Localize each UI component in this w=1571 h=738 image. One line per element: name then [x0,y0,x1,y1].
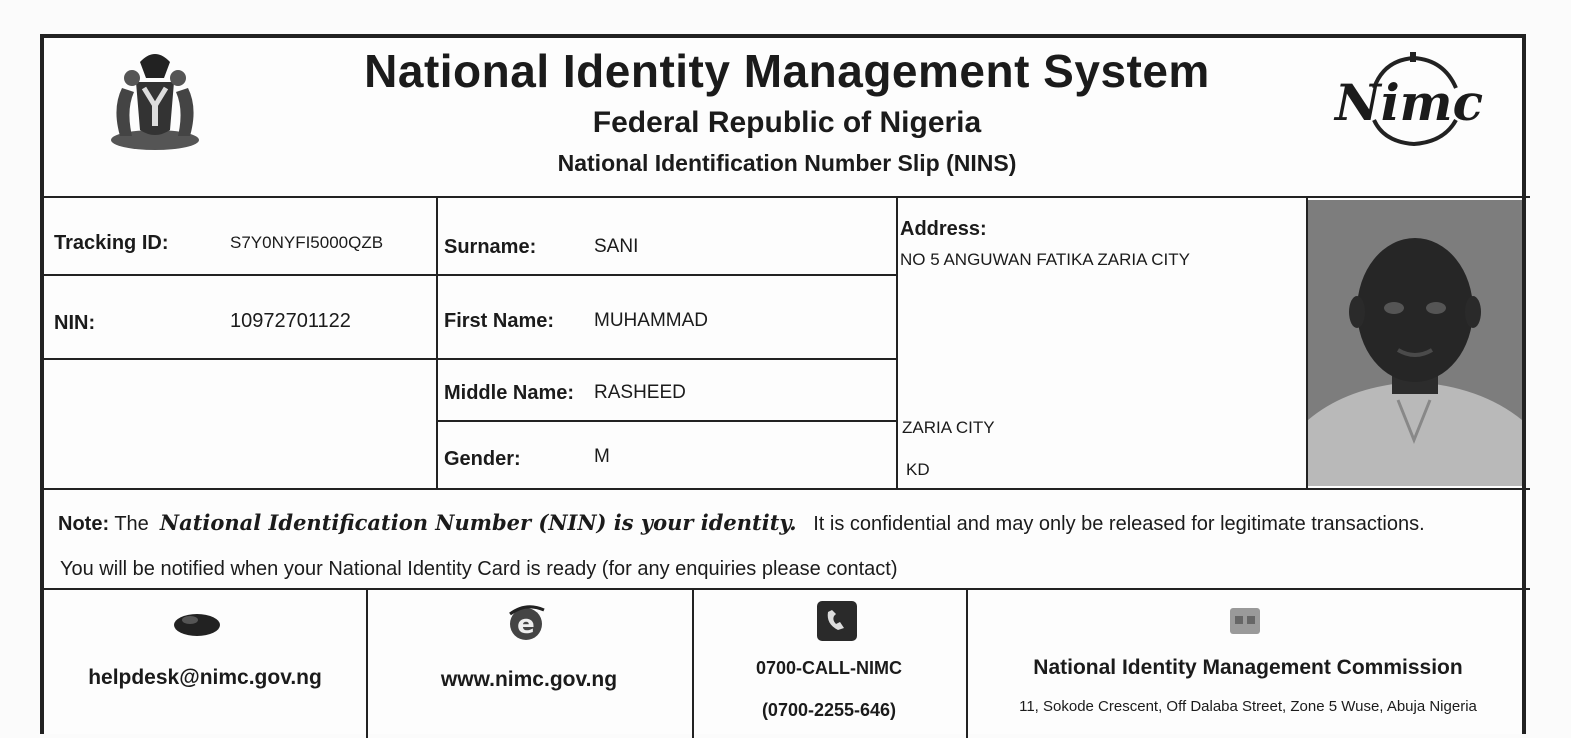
phone-icon [816,600,858,647]
middle-name-value: RASHEED [594,382,686,403]
svg-text:e: e [517,610,535,640]
nin-value: 10972701122 [230,310,351,332]
building-icon [1228,604,1262,641]
nimc-logo-text: Nimc [1334,73,1484,132]
slip-title: National Identification Number Slip (NINS) [557,150,1017,176]
middle-name-label: Middle Name: [444,382,575,404]
address-town: ZARIA CITY [902,418,995,437]
gender-value: M [594,446,610,467]
passport-photo [1308,200,1522,486]
address-label: Address: [900,218,987,240]
notification-line: You will be notified when your National Identity Card is ready (for any enquiries please contact) [60,558,898,580]
country-subtitle: Federal Republic of Nigeria [592,106,982,139]
note-line [58,510,1425,536]
surname-label: Surname: [444,236,537,258]
organisation-name: National Identity Management Commission [1033,656,1463,679]
gender-label: Gender: [444,448,521,470]
nin-slip [40,34,1526,734]
phone-digits[interactable]: (0700-2255-646) [761,700,897,720]
organisation-address: 11, Sokode Crescent, Off Dalaba Street, Zone 5 Wuse, Abuja Nigeria [1019,698,1477,715]
first-name-label: First Name: [444,310,555,332]
page-title: National Identity Management System [364,45,1210,97]
tracking-id-value: S7Y0NYFI5000QZB [230,233,384,252]
email-icon [172,610,222,643]
note-prefix: The [114,513,149,535]
phone-number[interactable]: 0700-CALL-NIMC [755,658,902,678]
internet-explorer-icon [504,600,548,649]
first-name-value: MUHAMMAD [594,310,708,331]
website-link[interactable]: www.nimc.gov.ng [440,668,618,691]
surname-value: SANI [594,236,639,257]
note-label: Note: [58,513,110,535]
tracking-id-label: Tracking ID: [54,232,169,254]
email-link[interactable]: helpdesk@nimc.gov.ng [88,666,322,689]
nin-label: NIN: [54,312,96,334]
address-state: KD [906,460,930,479]
address-line: NO 5 ANGUWAN FATIKA ZARIA CITY [900,250,1190,269]
note-emphasis: National Identification Number (NIN) is your identity. [159,510,797,535]
nimc-logo [1334,48,1484,148]
note-suffix: It is confidential and may only be released for legitimate transactions. [813,513,1425,535]
